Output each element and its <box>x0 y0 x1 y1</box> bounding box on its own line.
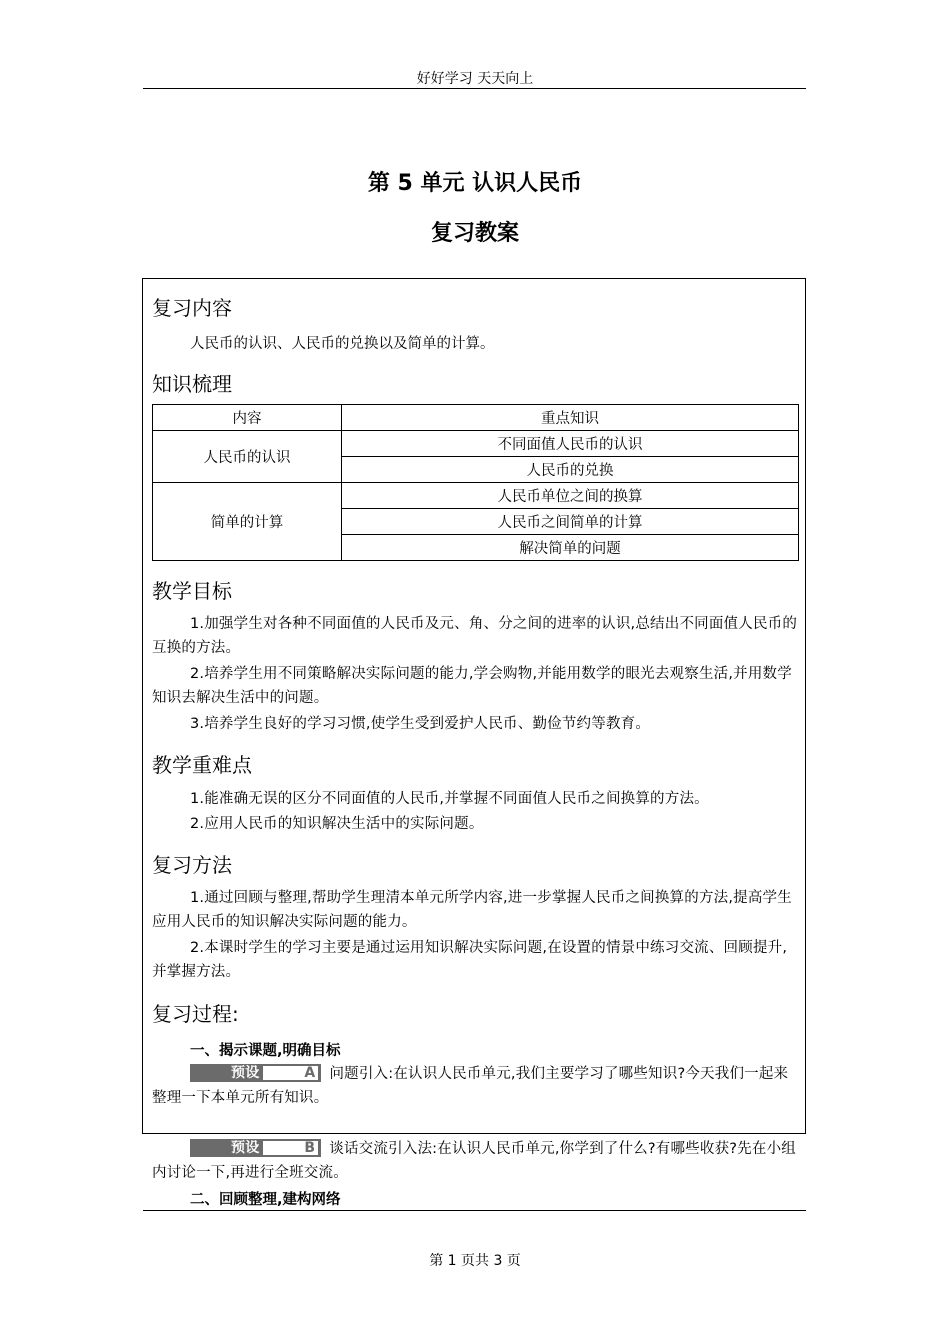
document-subtitle: 复习教案 <box>430 221 519 246</box>
footer-rule <box>143 1210 806 1211</box>
table-cell: 不同面值人民币的认识 <box>342 431 799 457</box>
document-title: 第 5 单元 认识人民币 <box>367 171 583 196</box>
table-group-cell: 简单的计算 <box>153 483 342 561</box>
table-header-row <box>153 405 799 431</box>
table-cell: 人民币的兑换 <box>342 457 799 483</box>
method-item: 2.本课时学生的学习主要是通过运用知识解决实际问题,在设置的情景中练习交流、回顾提升,并掌握方法。 <box>152 940 788 980</box>
preset-a <box>152 1062 798 1110</box>
table-cell: 人民币之间简单的计算 <box>342 509 799 535</box>
table-row <box>153 431 799 457</box>
goal-item: 3.培养学生良好的学习习惯,使学生受到爱护人民币、勤俭节约等教育。 <box>190 716 651 732</box>
section-heading-keypoints: 教学重难点 <box>152 753 252 777</box>
goal-item: 2.培养学生用不同策略解决实际问题的能力,学会购物,并能用数学的眼光去观察生活,并用数学知识去解决生活中的问题。 <box>152 666 792 706</box>
header-rule <box>143 88 806 89</box>
table-header-cell: 内容 <box>153 405 342 431</box>
page-footer: 第 1 页共 3 页 <box>429 1253 521 1269</box>
method-item: 1.通过回顾与整理,帮助学生理清本单元所学内容,进一步掌握人民币之间换算的方法,提高学生应用人民币的知识解决实际问题的能力。 <box>152 890 792 930</box>
keypoint-item: 2.应用人民币的知识解决生活中的实际问题。 <box>190 816 484 832</box>
preset-a-badge: 预设 A <box>190 1064 321 1082</box>
preset-b-badge: 预设 B <box>190 1139 321 1157</box>
process-step-1: 一、揭示课题,明确目标 <box>190 1043 341 1059</box>
content-text: 人民币的认识、人民币的兑换以及简单的计算。 <box>190 336 495 352</box>
section-heading-process: 复习过程: <box>152 1002 239 1026</box>
page-header: 好好学习 天天向上 <box>416 71 534 87</box>
section-heading-methods: 复习方法 <box>152 853 232 877</box>
section-heading-content: 复习内容 <box>152 296 232 320</box>
table-cell: 解决简单的问题 <box>342 535 799 561</box>
table-header-cell: 重点知识 <box>342 405 799 431</box>
knowledge-table <box>152 404 799 561</box>
table-cell: 人民币单位之间的换算 <box>342 483 799 509</box>
preset-a-text: 问题引入:在认识人民币单元,我们主要学习了哪些知识?今天我们一起来整理一下本单元所有知识。 <box>152 1066 789 1106</box>
goal-item: 1.加强学生对各种不同面值的人民币及元、角、分之间的进率的认识,总结出不同面值人民币的互换的方法。 <box>152 616 798 656</box>
preset-b <box>152 1137 798 1185</box>
table-group-cell: 人民币的认识 <box>153 431 342 483</box>
preset-b-text: 谈话交流引入法:在认识人民币单元,你学到了什么?有哪些收获?先在小组内讨论一下,再进行全班交流。 <box>152 1141 796 1181</box>
section-heading-goals: 教学目标 <box>152 579 232 603</box>
keypoint-item: 1.能准确无误的区分不同面值的人民币,并掌握不同面值人民币之间换算的方法。 <box>190 791 709 807</box>
table-row <box>153 483 799 509</box>
section-heading-knowledge: 知识梳理 <box>152 372 232 396</box>
process-step-2: 二、回顾整理,建构网络 <box>190 1192 341 1208</box>
